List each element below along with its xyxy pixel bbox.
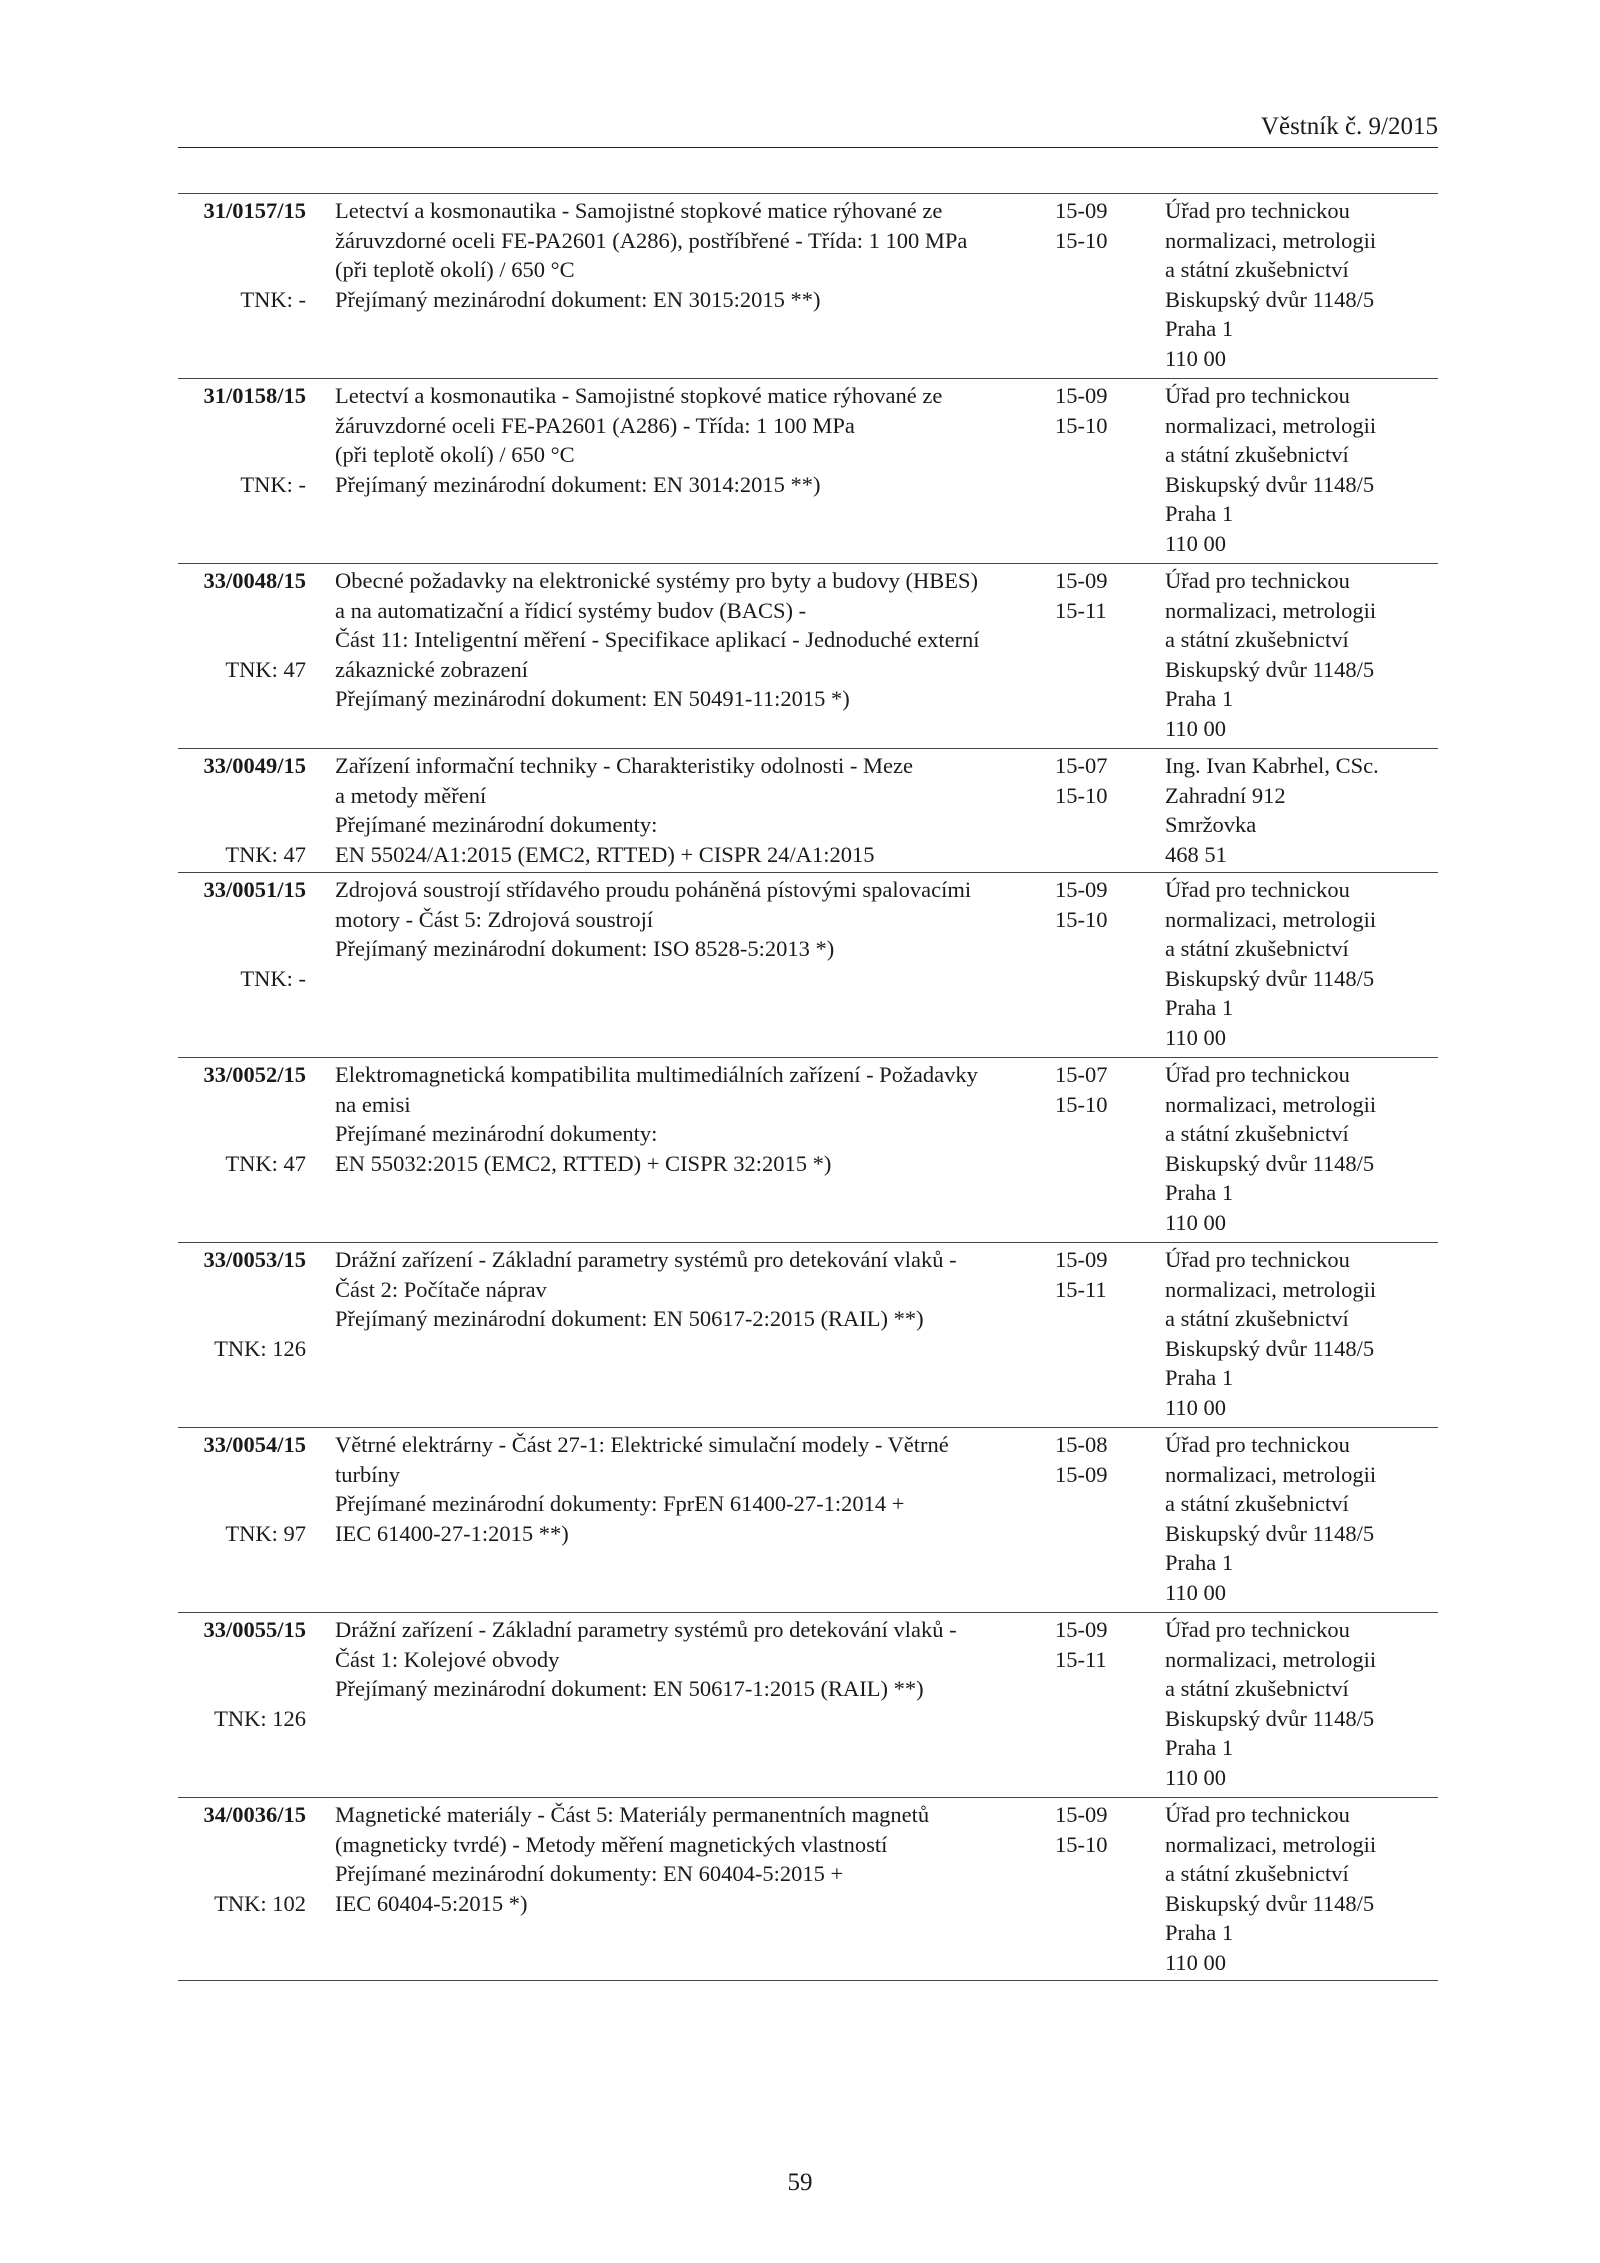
standard-entry	[178, 1612, 1438, 1797]
standard-entry	[178, 1242, 1438, 1427]
entries-table	[178, 193, 1438, 1981]
entry-title-line: turbíny	[335, 1461, 400, 1487]
entry-date: 15-09	[1055, 198, 1108, 223]
entry-title-line: zákaznické zobrazení	[335, 656, 528, 682]
entry-title-line: Magnetické materiály - Část 5: Materiály permanentních magnetů	[335, 1802, 930, 1827]
entry-title-line: EN 55032:2015 (EMC2, RTTED) + CISPR 32:2015 *)	[335, 1150, 832, 1176]
entry-contact-line: Úřad pro technickou	[1165, 198, 1350, 223]
entry-dates-cell	[1055, 1430, 1145, 1489]
entry-contact-line: a státní zkušebnictví	[1165, 1491, 1349, 1516]
entry-contact-line: Biskupský dvůr 1148/5	[1165, 1335, 1375, 1361]
entry-contact-line: 110 00	[1165, 1949, 1227, 1975]
entry-dates-cell	[1055, 1800, 1145, 1859]
entry-contact-line: a státní zkušebnictví	[1165, 257, 1349, 282]
standard-entry	[178, 872, 1438, 1057]
entry-contact-line: Úřad pro technickou	[1165, 383, 1350, 408]
entry-date: 15-10	[1055, 227, 1108, 253]
standard-entry	[178, 1797, 1438, 1981]
entry-number-cell	[178, 875, 306, 991]
entry-tnk: TNK: -	[240, 965, 306, 991]
entry-contact-cell	[1165, 1245, 1438, 1422]
entry-contact-line: Biskupský dvůr 1148/5	[1165, 1150, 1375, 1176]
entry-dates-cell	[1055, 381, 1145, 440]
entry-title-line: (magneticky tvrdé) - Metody měření magnetických vlastností	[335, 1831, 888, 1857]
entry-contact-line: 110 00	[1165, 1394, 1227, 1420]
entry-dates-cell	[1055, 1615, 1145, 1674]
entry-title-line: Přejímaný mezinárodní dokument: EN 50617-2:2015 (RAIL) **)	[335, 1306, 924, 1331]
entry-contact-line: Biskupský dvůr 1148/5	[1165, 471, 1375, 497]
entry-date: 15-09	[1055, 568, 1108, 593]
entry-date: 15-10	[1055, 1091, 1108, 1117]
entry-contact-line: Úřad pro technickou	[1165, 568, 1350, 593]
entry-title-line: Zařízení informační techniky - Charakteristiky odolnosti - Meze	[335, 753, 913, 778]
entry-contact-line: Úřad pro technickou	[1165, 1247, 1350, 1272]
entry-contact-cell	[1165, 1800, 1438, 1977]
entry-title-line: Přejímané mezinárodní dokumenty: FprEN 61400-27-1:2014 +	[335, 1491, 905, 1516]
entry-title-line: a na automatizační a řídicí systémy budov (BACS) -	[335, 597, 807, 623]
entry-contact-line: 110 00	[1165, 715, 1227, 741]
entry-contact-line: Úřad pro technickou	[1165, 1432, 1350, 1457]
entry-title-line: Přejímané mezinárodní dokumenty:	[335, 812, 658, 837]
entry-date: 15-10	[1055, 412, 1108, 438]
entry-id: 31/0158/15	[203, 383, 306, 408]
header-divider	[178, 147, 1438, 148]
entry-date: 15-10	[1055, 1831, 1108, 1857]
entry-title-line: IEC 60404-5:2015 *)	[335, 1890, 528, 1916]
entry-title-line: Přejímaný mezinárodní dokument: EN 50617-1:2015 (RAIL) **)	[335, 1676, 924, 1701]
entry-contact-line: Úřad pro technickou	[1165, 1802, 1350, 1827]
entry-date: 15-09	[1055, 383, 1108, 408]
standard-entry	[178, 1427, 1438, 1612]
entry-number-cell	[178, 381, 306, 497]
entry-contact-line: Biskupský dvůr 1148/5	[1165, 1890, 1375, 1916]
entry-contact-line: a státní zkušebnictví	[1165, 1121, 1349, 1146]
entry-contact-line: a státní zkušebnictví	[1165, 1306, 1349, 1331]
entry-contact-cell	[1165, 1060, 1438, 1237]
entry-contact-line: normalizaci, metrologii	[1165, 412, 1377, 438]
entry-title-line: Letectví a kosmonautika - Samojistné stopkové matice rýhované ze	[335, 198, 943, 223]
entry-contact-line: Praha 1	[1165, 686, 1234, 711]
entry-contact-line: Biskupský dvůr 1148/5	[1165, 965, 1375, 991]
entry-contact-line: Smržovka	[1165, 812, 1257, 837]
entry-date: 15-07	[1055, 753, 1108, 778]
entry-date: 15-09	[1055, 1461, 1108, 1487]
entry-id: 33/0049/15	[203, 753, 306, 778]
entry-title-line: (při teplotě okolí) / 650 °C	[335, 442, 575, 467]
entry-contact-cell	[1165, 196, 1438, 373]
entry-contact-line: Ing. Ivan Kabrhel, CSc.	[1165, 753, 1379, 778]
entry-number-cell	[178, 1060, 306, 1176]
entry-tnk: TNK: 102	[214, 1890, 306, 1916]
entry-id: 31/0157/15	[203, 198, 306, 223]
entry-title-line: Přejímaný mezinárodní dokument: EN 50491-11:2015 *)	[335, 686, 850, 711]
entry-contact-line: normalizaci, metrologii	[1165, 906, 1377, 932]
entry-date: 15-09	[1055, 1617, 1108, 1642]
entry-id: 33/0048/15	[203, 568, 306, 593]
entry-contact-cell	[1165, 1615, 1438, 1792]
entry-contact-line: 468 51	[1165, 841, 1227, 867]
entry-title-line: Přejímané mezinárodní dokumenty:	[335, 1121, 658, 1146]
entry-contact-line: 110 00	[1165, 1579, 1227, 1605]
entry-tnk: TNK: 47	[225, 841, 306, 867]
entry-dates-cell	[1055, 566, 1145, 625]
entry-contact-cell	[1165, 381, 1438, 558]
entry-title-line: Drážní zařízení - Základní parametry systémů pro detekování vlaků -	[335, 1247, 957, 1272]
entry-title-line: Zdrojová soustrojí střídavého proudu poháněná pístovými spalovacími	[335, 877, 972, 902]
entry-title-line: žáruvzdorné oceli FE-PA2601 (A286) - Třída: 1 100 MPa	[335, 412, 855, 438]
entry-contact-line: normalizaci, metrologii	[1165, 1831, 1377, 1857]
entry-id: 34/0036/15	[203, 1802, 306, 1827]
entry-contact-line: a státní zkušebnictví	[1165, 1676, 1349, 1701]
entry-tnk: TNK: 47	[225, 1150, 306, 1176]
entry-id: 33/0053/15	[203, 1247, 306, 1272]
entry-date: 15-09	[1055, 1802, 1108, 1827]
entry-id: 33/0051/15	[203, 877, 306, 902]
entry-title-line: Část 11: Inteligentní měření - Specifikace aplikací - Jednoduché externí	[335, 627, 980, 652]
entry-id: 33/0054/15	[203, 1432, 306, 1457]
entry-title-line: a metody měření	[335, 782, 487, 808]
entry-contact-line: Praha 1	[1165, 316, 1234, 341]
entry-contact-line: Praha 1	[1165, 995, 1234, 1020]
entry-title-line: Větrné elektrárny - Část 27-1: Elektrické simulační modely - Větrné	[335, 1432, 949, 1457]
entry-number-cell	[178, 1430, 306, 1546]
entry-title-line: Drážní zařízení - Základní parametry systémů pro detekování vlaků -	[335, 1617, 957, 1642]
entry-contact-line: Praha 1	[1165, 1180, 1234, 1205]
entry-date: 15-10	[1055, 906, 1108, 932]
entry-number-cell	[178, 1245, 306, 1361]
entry-title-line: Přejímané mezinárodní dokumenty: EN 60404-5:2015 +	[335, 1861, 844, 1886]
entry-contact-line: 110 00	[1165, 345, 1227, 371]
entry-contact-line: Praha 1	[1165, 1920, 1234, 1945]
entry-title-line: Část 1: Kolejové obvody	[335, 1646, 560, 1672]
entry-tnk: TNK: -	[240, 286, 306, 312]
entry-tnk: TNK: 126	[214, 1705, 306, 1731]
entry-date: 15-09	[1055, 1247, 1108, 1272]
entry-tnk: TNK: 97	[225, 1520, 306, 1546]
entry-dates-cell	[1055, 875, 1145, 934]
entry-title-line: EN 55024/A1:2015 (EMC2, RTTED) + CISPR 24/A1:2015	[335, 841, 875, 867]
entry-date: 15-11	[1055, 1276, 1107, 1302]
entry-title-line: Část 2: Počítače náprav	[335, 1276, 547, 1302]
entry-date: 15-11	[1055, 1646, 1107, 1672]
entry-contact-cell	[1165, 751, 1438, 869]
entry-contact-line: a státní zkušebnictví	[1165, 627, 1349, 652]
entry-number-cell	[178, 751, 306, 867]
entry-contact-line: Zahradní 912	[1165, 782, 1286, 808]
entry-contact-line: a státní zkušebnictví	[1165, 1861, 1349, 1886]
entry-tnk: TNK: 47	[225, 656, 306, 682]
entry-number-cell	[178, 1800, 306, 1916]
entry-dates-cell	[1055, 1245, 1145, 1304]
entry-contact-line: Biskupský dvůr 1148/5	[1165, 1705, 1375, 1731]
entry-dates-cell	[1055, 1060, 1145, 1119]
entry-contact-cell	[1165, 566, 1438, 743]
entry-contact-line: Úřad pro technickou	[1165, 1062, 1350, 1087]
entry-contact-line: normalizaci, metrologii	[1165, 1461, 1377, 1487]
entry-title-line: (při teplotě okolí) / 650 °C	[335, 257, 575, 282]
entry-date: 15-08	[1055, 1432, 1108, 1457]
entry-contact-line: 110 00	[1165, 1764, 1227, 1790]
entry-id: 33/0055/15	[203, 1617, 306, 1642]
entry-date: 15-09	[1055, 877, 1108, 902]
entry-date: 15-10	[1055, 782, 1108, 808]
entry-contact-line: normalizaci, metrologii	[1165, 1646, 1377, 1672]
entry-contact-line: Praha 1	[1165, 1735, 1234, 1760]
entry-number-cell	[178, 566, 306, 682]
standard-entry	[178, 193, 1438, 378]
entry-number-cell	[178, 196, 306, 312]
journal-header: Věstník č. 9/2015	[1260, 113, 1438, 140]
entry-id: 33/0052/15	[203, 1062, 306, 1087]
entry-contact-line: Úřad pro technickou	[1165, 877, 1350, 902]
entry-contact-line: a státní zkušebnictví	[1165, 442, 1349, 467]
entry-contact-line: 110 00	[1165, 1209, 1227, 1235]
entry-title-line: Letectví a kosmonautika - Samojistné stopkové matice rýhované ze	[335, 383, 943, 408]
entry-title-line: motory - Část 5: Zdrojová soustrojí	[335, 906, 654, 932]
entry-tnk: TNK: 126	[214, 1335, 306, 1361]
entry-contact-line: Biskupský dvůr 1148/5	[1165, 656, 1375, 682]
entry-contact-line: Biskupský dvůr 1148/5	[1165, 286, 1375, 312]
entry-contact-line: Praha 1	[1165, 501, 1234, 526]
entry-title-line: Přejímaný mezinárodní dokument: ISO 8528-5:2013 *)	[335, 936, 835, 961]
entry-contact-line: Biskupský dvůr 1148/5	[1165, 1520, 1375, 1546]
page-number: 59	[787, 2169, 813, 2196]
entry-title-line: Elektromagnetická kompatibilita multimediálních zařízení - Požadavky	[335, 1062, 978, 1087]
entry-date: 15-07	[1055, 1062, 1108, 1087]
standard-entry	[178, 1057, 1438, 1242]
entry-contact-line: Praha 1	[1165, 1365, 1234, 1390]
entry-contact-line: normalizaci, metrologii	[1165, 1091, 1377, 1117]
entry-contact-line: normalizaci, metrologii	[1165, 1276, 1377, 1302]
entry-dates-cell	[1055, 751, 1145, 810]
standard-entry	[178, 748, 1438, 872]
entry-date: 15-11	[1055, 597, 1107, 623]
entry-contact-line: normalizaci, metrologii	[1165, 597, 1377, 623]
entry-title-line: Přejímaný mezinárodní dokument: EN 3014:2015 **)	[335, 471, 821, 497]
standard-entry	[178, 563, 1438, 748]
entry-contact-line: a státní zkušebnictví	[1165, 936, 1349, 961]
entry-contact-line: normalizaci, metrologii	[1165, 227, 1377, 253]
entry-tnk: TNK: -	[240, 471, 306, 497]
entry-contact-cell	[1165, 875, 1438, 1052]
standard-entry	[178, 378, 1438, 563]
entry-number-cell	[178, 1615, 306, 1731]
entry-contact-line: 110 00	[1165, 1024, 1227, 1050]
entry-title-line: žáruvzdorné oceli FE-PA2601 (A286), postříbřené - Třída: 1 100 MPa	[335, 227, 968, 253]
entry-title-line: IEC 61400-27-1:2015 **)	[335, 1520, 569, 1546]
entry-contact-line: Praha 1	[1165, 1550, 1234, 1575]
entry-title-line: na emisi	[335, 1091, 411, 1117]
entry-title-line: Obecné požadavky na elektronické systémy pro byty a budovy (HBES)	[335, 568, 978, 593]
entry-contact-line: Úřad pro technickou	[1165, 1617, 1350, 1642]
entry-dates-cell	[1055, 196, 1145, 255]
entry-title-line: Přejímaný mezinárodní dokument: EN 3015:2015 **)	[335, 286, 821, 312]
entry-contact-cell	[1165, 1430, 1438, 1607]
entry-contact-line: 110 00	[1165, 530, 1227, 556]
